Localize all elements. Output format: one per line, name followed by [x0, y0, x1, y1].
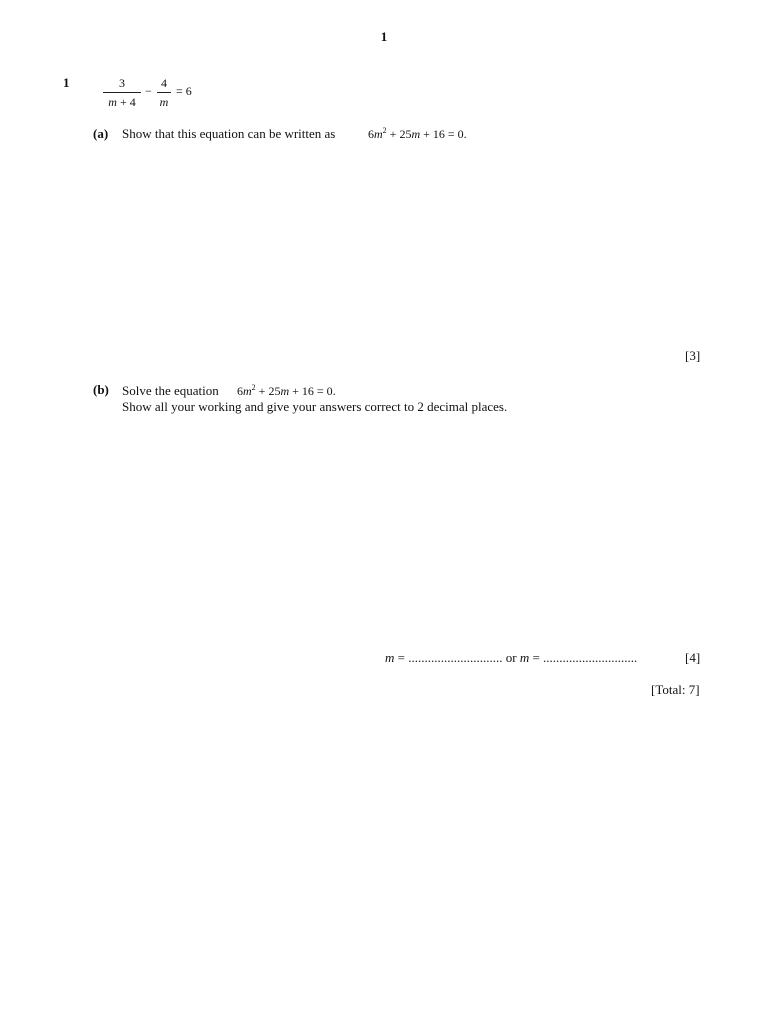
fraction-first-denominator: m + 4 — [108, 95, 136, 109]
answer-blank-2: = ............................. — [529, 650, 638, 665]
part-a-marks: [3] — [685, 348, 701, 363]
fraction-second-numerator: 4 — [161, 76, 167, 90]
part-b-equation: $6m^2 + 25m + 16 = 0$. — [237, 383, 336, 398]
part-b-answer-line — [385, 650, 637, 666]
part-b-marks: [4] — [685, 650, 701, 665]
fraction-first — [103, 76, 141, 110]
question-number: 1 — [63, 75, 70, 90]
part-b-prompt: Solve the equation — [122, 383, 219, 398]
part-a-equation: $6m^2 + 25m + 16 = 0$. — [368, 126, 467, 141]
part-b-label: (b) — [93, 382, 109, 397]
fraction-bar — [157, 92, 171, 93]
fraction-first-numerator: 3 — [119, 76, 125, 90]
answer-blank-1: = ............................. or — [394, 650, 520, 665]
page-number: 1 — [380, 29, 388, 44]
minus-sign: − — [145, 84, 152, 98]
fraction-bar — [103, 92, 141, 93]
fraction-second — [157, 76, 171, 110]
part-a-prompt: Show that this equation can be written as — [122, 126, 336, 141]
part-b-instruction: Show all your working and give your answers correct to 2 decimal places. — [122, 399, 508, 414]
answer-variable: m — [519, 650, 530, 665]
equation-rhs: = 6 — [176, 84, 192, 98]
part-a-label: (a) — [93, 126, 109, 141]
answer-variable: m — [385, 650, 395, 665]
fraction-second-denominator: m — [159, 95, 169, 109]
total-marks: [Total: 7] — [651, 682, 700, 697]
